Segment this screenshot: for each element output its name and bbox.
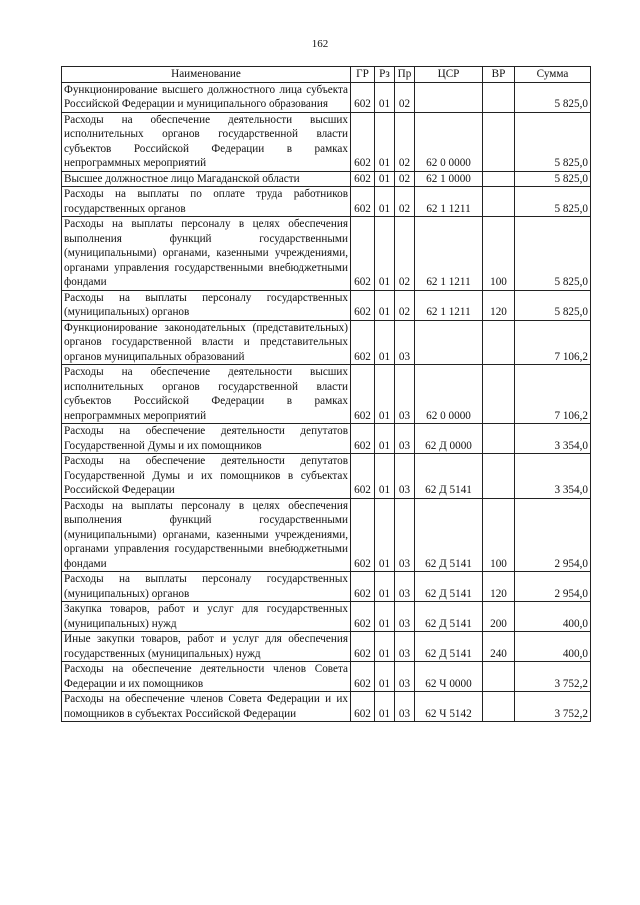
cell-name: Расходы на обеспечение деятельности высших исполнительных органов государственной власти субъектов Российской Федерации в рамках непрограммных мероприятий [62, 112, 351, 171]
cell-pr: 02 [395, 187, 415, 217]
table-row [62, 320, 591, 365]
cell-pr: 03 [395, 454, 415, 499]
cell-pr: 03 [395, 365, 415, 424]
cell-rz: 01 [375, 171, 395, 187]
table-body [62, 82, 591, 722]
cell-gr: 602 [351, 320, 375, 365]
table-row [62, 454, 591, 499]
cell-name: Расходы на обеспечение деятельности высших исполнительных органов государственной власти субъектов Российской Федерации в рамках непрограммных мероприятий [62, 365, 351, 424]
cell-gr: 602 [351, 82, 375, 112]
cell-rz: 01 [375, 572, 395, 602]
cell-sum: 5 825,0 [515, 82, 591, 112]
table-header-row [62, 67, 591, 83]
cell-gr: 602 [351, 112, 375, 171]
cell-gr: 602 [351, 217, 375, 291]
cell-pr: 02 [395, 217, 415, 291]
cell-gr: 602 [351, 171, 375, 187]
cell-name: Расходы на выплаты по оплате труда работников государственных органов [62, 187, 351, 217]
cell-csr: 62 1 1211 [415, 187, 483, 217]
cell-pr: 02 [395, 171, 415, 187]
cell-pr: 03 [395, 632, 415, 662]
cell-rz: 01 [375, 602, 395, 632]
column-header-vr: ВР [483, 67, 515, 83]
cell-gr: 602 [351, 498, 375, 572]
cell-rz: 01 [375, 498, 395, 572]
table-row [62, 662, 591, 692]
budget-table [61, 66, 591, 722]
cell-sum: 3 354,0 [515, 454, 591, 499]
cell-sum: 5 825,0 [515, 112, 591, 171]
cell-gr: 602 [351, 187, 375, 217]
cell-sum: 3 752,2 [515, 662, 591, 692]
cell-name: Расходы на обеспечение членов Совета Федерации и их помощников в субъектах Российской Федерации [62, 692, 351, 722]
cell-name: Расходы на обеспечение деятельности депутатов Государственной Думы и их помощников [62, 424, 351, 454]
cell-name: Функционирование законодательных (представительных) органов государственной власти и представительных органов муниципальных образований [62, 320, 351, 365]
column-header-sum: Сумма [515, 67, 591, 83]
table-row [62, 112, 591, 171]
cell-pr: 03 [395, 692, 415, 722]
cell-name: Расходы на выплаты персоналу в целях обеспечения выполнения функций государственными (муниципальными) органами, казенными учреждениями, органами управления государственными внебюджетными фондами [62, 217, 351, 291]
column-header-pr: Пр [395, 67, 415, 83]
table-row [62, 82, 591, 112]
cell-csr: 62 Д 5141 [415, 572, 483, 602]
table-row [62, 572, 591, 602]
table-row [62, 602, 591, 632]
cell-gr: 602 [351, 424, 375, 454]
cell-rz: 01 [375, 217, 395, 291]
cell-vr [483, 424, 515, 454]
cell-pr: 03 [395, 572, 415, 602]
cell-gr: 602 [351, 454, 375, 499]
cell-pr: 03 [395, 320, 415, 365]
cell-csr: 62 0 0000 [415, 112, 483, 171]
cell-vr [483, 662, 515, 692]
cell-sum: 5 825,0 [515, 187, 591, 217]
table-row [62, 171, 591, 187]
cell-rz: 01 [375, 320, 395, 365]
cell-gr: 602 [351, 572, 375, 602]
cell-gr: 602 [351, 692, 375, 722]
cell-rz: 01 [375, 632, 395, 662]
cell-gr: 602 [351, 632, 375, 662]
cell-sum: 2 954,0 [515, 572, 591, 602]
cell-vr [483, 320, 515, 365]
cell-sum: 7 106,2 [515, 365, 591, 424]
cell-rz: 01 [375, 662, 395, 692]
cell-vr: 240 [483, 632, 515, 662]
cell-name: Расходы на обеспечение деятельности членов Совета Федерации и их помощников [62, 662, 351, 692]
cell-rz: 01 [375, 290, 395, 320]
cell-sum: 5 825,0 [515, 290, 591, 320]
cell-sum: 7 106,2 [515, 320, 591, 365]
cell-sum: 3 752,2 [515, 692, 591, 722]
table-row [62, 217, 591, 291]
cell-pr: 02 [395, 112, 415, 171]
cell-vr: 100 [483, 498, 515, 572]
column-header-gr: ГР [351, 67, 375, 83]
cell-vr [483, 112, 515, 171]
table-row [62, 290, 591, 320]
cell-gr: 602 [351, 602, 375, 632]
cell-sum: 2 954,0 [515, 498, 591, 572]
cell-pr: 02 [395, 82, 415, 112]
cell-vr: 120 [483, 572, 515, 602]
cell-sum: 400,0 [515, 632, 591, 662]
table-row [62, 498, 591, 572]
cell-pr: 03 [395, 602, 415, 632]
table-row [62, 187, 591, 217]
cell-csr: 62 Ч 0000 [415, 662, 483, 692]
cell-rz: 01 [375, 82, 395, 112]
cell-csr: 62 0 0000 [415, 365, 483, 424]
cell-vr: 120 [483, 290, 515, 320]
cell-pr: 02 [395, 290, 415, 320]
cell-vr [483, 187, 515, 217]
cell-name: Расходы на обеспечение деятельности депутатов Государственной Думы и их помощников в субъектах Российской Федерации [62, 454, 351, 499]
column-header-csr: ЦСР [415, 67, 483, 83]
cell-csr: 62 Д 0000 [415, 424, 483, 454]
cell-gr: 602 [351, 365, 375, 424]
cell-sum: 3 354,0 [515, 424, 591, 454]
cell-name: Расходы на выплаты персоналу государственных (муниципальных) органов [62, 572, 351, 602]
cell-csr: 62 Ч 5142 [415, 692, 483, 722]
cell-gr: 602 [351, 662, 375, 692]
cell-name: Функционирование высшего должностного лица субъекта Российской Федерации и муниципального образования [62, 82, 351, 112]
cell-csr: 62 Д 5141 [415, 602, 483, 632]
cell-csr: 62 Д 5141 [415, 632, 483, 662]
cell-rz: 01 [375, 112, 395, 171]
column-header-rz: Рз [375, 67, 395, 83]
cell-name: Высшее должностное лицо Магаданской области [62, 171, 351, 187]
cell-vr [483, 82, 515, 112]
cell-pr: 03 [395, 424, 415, 454]
cell-sum: 5 825,0 [515, 171, 591, 187]
cell-csr: 62 1 1211 [415, 290, 483, 320]
cell-rz: 01 [375, 424, 395, 454]
cell-vr [483, 171, 515, 187]
table-row [62, 692, 591, 722]
cell-vr [483, 365, 515, 424]
cell-pr: 03 [395, 498, 415, 572]
cell-sum: 5 825,0 [515, 217, 591, 291]
cell-rz: 01 [375, 454, 395, 499]
cell-sum: 400,0 [515, 602, 591, 632]
column-header-name: Наименование [62, 67, 351, 83]
cell-csr: 62 Д 5141 [415, 454, 483, 499]
cell-vr [483, 454, 515, 499]
page-number: 162 [311, 38, 329, 50]
cell-csr: 62 Д 5141 [415, 498, 483, 572]
cell-name: Иные закупки товаров, работ и услуг для обеспечения государственных (муниципальных) нужд [62, 632, 351, 662]
cell-gr: 602 [351, 290, 375, 320]
cell-name: Закупка товаров, работ и услуг для государственных (муниципальных) нужд [62, 602, 351, 632]
cell-name: Расходы на выплаты персоналу в целях обеспечения выполнения функций государственными (муниципальными) органами, казенными учреждениями, органами управления государственными внебюджетными фондами [62, 498, 351, 572]
cell-csr [415, 320, 483, 365]
cell-rz: 01 [375, 187, 395, 217]
cell-vr: 200 [483, 602, 515, 632]
cell-csr: 62 1 0000 [415, 171, 483, 187]
cell-csr: 62 1 1211 [415, 217, 483, 291]
cell-pr: 03 [395, 662, 415, 692]
cell-vr: 100 [483, 217, 515, 291]
table-row [62, 632, 591, 662]
table-row [62, 365, 591, 424]
cell-vr [483, 692, 515, 722]
cell-rz: 01 [375, 365, 395, 424]
table-row [62, 424, 591, 454]
cell-name: Расходы на выплаты персоналу государственных (муниципальных) органов [62, 290, 351, 320]
cell-rz: 01 [375, 692, 395, 722]
cell-csr [415, 82, 483, 112]
